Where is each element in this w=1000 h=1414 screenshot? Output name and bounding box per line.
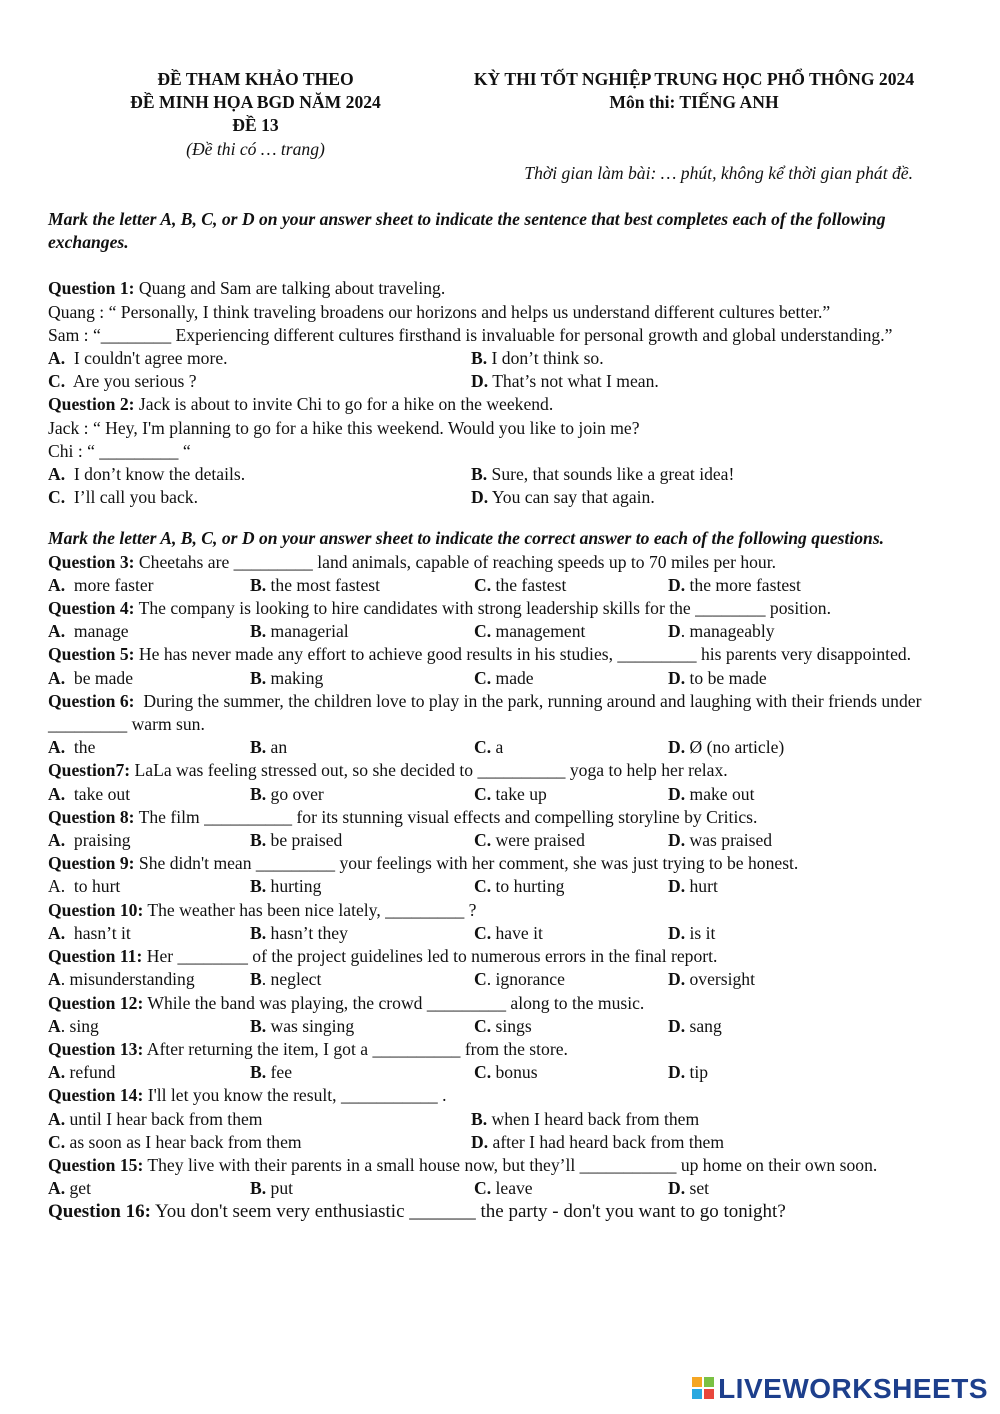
option-a[interactable]: A. hasn’t it [48,922,131,943]
question-5 [48,643,958,689]
question-text: She didn't mean _________ your feelings with her comment, she was just trying to be honest. [134,853,799,874]
header-left-line-1: ĐỀ THAM KHẢO THEO [157,69,354,89]
answer-options [48,968,958,991]
option-b[interactable]: B. go over [250,783,324,804]
exam-time: Thời gian làm bài: … phút, không kể thời gian phát đề. [524,163,913,183]
answer-options [48,1015,958,1038]
question-label: Question 6: [48,690,135,711]
question-label: Question 10: [48,899,144,920]
question-text: LaLa was feeling stressed out, so she decided to __________ yoga to help her relax. [130,760,728,781]
instruction-exchanges: Mark the letter A, B, C, or D on your answer sheet to indicate the sentence that best completes each of the following exchanges. [48,209,886,253]
question-label: Question7: [48,760,131,781]
dialogue-line: Quang : “ Personally, I think traveling broadens our horizons and helps us understand different cultures better.” [48,301,831,322]
option-d[interactable]: D. Ø (no article) [668,737,785,758]
question-text: The company is looking to hire candidates with strong leadership skills for the ________ position. [134,598,831,619]
option-d[interactable]: D. tip [668,1062,709,1083]
question-text: The film __________ for its stunning visual effects and compelling storyline by Critics. [134,806,758,827]
question-13 [48,1038,958,1084]
option-d[interactable]: D. to be made [668,667,767,688]
option-c[interactable]: C. take up [474,783,547,804]
question-label: Question 8: [48,806,135,827]
question-3 [48,551,958,597]
answer-options [48,347,958,370]
option-d[interactable]: D. hurt [668,876,718,897]
dialogue-line: Jack : “ Hey, I'm planning to go for a hike this weekend. Would you like to join me? [48,417,640,438]
question-text: He has never made any effort to achieve good results in his studies, _________ his parents very disappointed. [134,644,912,665]
question-8 [48,806,958,852]
question-label: Question 2: [48,394,135,415]
option-a[interactable]: A. to hurt [48,876,121,897]
option-a[interactable]: A. more faster [48,574,154,595]
option-b[interactable]: B. fee [250,1062,293,1083]
option-b[interactable]: B. the most fastest [250,574,380,595]
question-11 [48,945,958,991]
option-a[interactable]: A. until I hear back from them [48,1108,263,1129]
option-d[interactable]: D. after I had heard back from them [471,1131,725,1152]
option-a[interactable]: A. sing [48,1015,99,1036]
option-a[interactable]: A. I don’t know the details. [48,464,246,485]
option-c[interactable]: C. a [474,737,504,758]
question-label: Question 3: [48,551,135,572]
option-b[interactable]: B. managerial [250,621,349,642]
option-d[interactable]: D. manageably [668,621,775,642]
question-label: Question 14: [48,1085,144,1106]
liveworksheets-logo[interactable] [692,1372,988,1404]
option-c[interactable]: C. to hurting [474,876,565,897]
question-label: Question 13: [48,1038,144,1059]
answer-options [48,829,958,852]
question-6 [48,690,958,760]
option-b[interactable]: B. hurting [250,876,322,897]
question-7 [48,759,958,805]
question-text: During the summer, the children love to play in the park, running around and laughing with their friends under _________ warm sun. [48,690,926,735]
question-12 [48,992,958,1038]
question-label: Question 16: [48,1201,151,1223]
header-left-line-4: (Đề thi có … trang) [186,138,325,159]
option-d[interactable]: D. oversight [668,969,755,990]
option-c[interactable]: C. the fastest [474,574,567,595]
option-d[interactable]: D. set [668,1178,710,1199]
question-9 [48,852,958,898]
answer-options [48,370,958,393]
question-text: Cheetahs are _________ land animals, capable of reaching speeds up to 70 miles per hour. [134,551,777,572]
option-c[interactable]: C. bonus [474,1062,538,1083]
option-d[interactable]: D. was praised [668,830,773,851]
option-d[interactable]: D. You can say that again. [471,487,655,508]
option-b[interactable]: B. be praised [250,830,343,851]
header-left-line-2: ĐỀ MINH HỌA BGD NĂM 2024 [130,92,381,113]
header-right [434,68,954,114]
question-label: Question 9: [48,853,135,874]
question-10 [48,899,958,945]
option-a[interactable]: A. misunderstanding [48,969,195,990]
option-a[interactable]: A. be made [48,667,134,688]
option-c[interactable]: C. ignorance [474,969,565,990]
header-left-line-3: ĐỀ 13 [232,115,279,136]
question-text: I'll let you know the result, ___________ . [143,1085,447,1106]
option-b[interactable]: B. hasn’t they [250,922,348,943]
answer-options [48,1108,958,1131]
option-d[interactable]: D. sang [668,1015,722,1036]
option-c[interactable]: C. were praised [474,830,585,851]
option-c[interactable]: C. leave [474,1178,533,1199]
answer-options [48,1131,958,1154]
answer-options [48,1061,958,1084]
option-b[interactable]: B. neglect [250,969,322,990]
option-a[interactable]: A. manage [48,621,129,642]
instruction-questions: Mark the letter A, B, C, or D on your answer sheet to indicate the correct answer to each of the following questions. [48,528,885,549]
question-text: Her ________ of the project guidelines led to numerous errors in the final report. [142,946,718,967]
question-text: They live with their parents in a small house now, but they’ll ___________ up home on their own soon. [143,1154,878,1175]
answer-options [48,922,958,945]
option-c[interactable]: C. management [474,621,586,642]
option-a[interactable]: A. praising [48,830,131,851]
header-left [78,68,433,161]
option-d[interactable]: D. make out [668,783,755,804]
option-c[interactable]: C. sings [474,1015,532,1036]
question-label: Question 11: [48,946,143,967]
option-c[interactable]: C. as soon as I hear back from them [48,1131,302,1152]
option-b[interactable]: B. an [250,737,288,758]
option-b[interactable]: B. Sure, that sounds like a great idea! [471,464,735,485]
question-text: Quang and Sam are talking about traveling. [134,278,446,299]
option-d[interactable]: D. is it [668,922,716,943]
answer-options [48,486,958,509]
answer-options [48,1177,958,1200]
option-d[interactable]: D. the more fastest [668,574,801,595]
answer-options [48,875,958,898]
option-b[interactable]: B. put [250,1178,294,1199]
question-text: Jack is about to invite Chi to go for a hike on the weekend. [134,394,554,415]
option-a[interactable]: A. the [48,737,96,758]
question-label: Question 15: [48,1154,144,1175]
question-15 [48,1154,958,1200]
question-label: Question 5: [48,644,135,665]
exam-page [48,68,958,1224]
option-a[interactable]: A. take out [48,783,131,804]
option-b[interactable]: B. when I heard back from them [471,1108,700,1129]
dialogue-line: Sam : “________ Experiencing different cultures firsthand is invaluable for personal growth and global understanding.” [48,324,893,345]
exam-header [48,68,958,190]
question-4 [48,597,958,643]
dialogue-line: Chi : “ _________ “ [48,440,191,461]
option-a[interactable]: A. I couldn't agree more. [48,348,228,369]
answer-options [48,736,958,759]
question-label: Question 1: [48,278,135,299]
option-a[interactable]: A. get [48,1178,92,1199]
logo-text: LIVEWORKSHEETS [718,1372,988,1404]
answer-options [48,783,958,806]
option-c[interactable]: C. have it [474,922,543,943]
option-a[interactable]: A. refund [48,1062,116,1083]
question-2 [48,393,958,509]
question-text: After returning the item, I got a __________ from the store. [143,1038,568,1059]
option-c[interactable]: C. Are you serious ? [48,371,197,392]
question-label: Question 12: [48,992,144,1013]
option-b[interactable]: B. was singing [250,1015,355,1036]
header-right-line-2: Môn thi: TIẾNG ANH [609,92,779,113]
option-b[interactable]: B. I don’t think so. [471,348,604,369]
option-c[interactable]: C. made [474,667,534,688]
logo-mark-icon [692,1377,714,1399]
question-label: Question 4: [48,598,135,619]
question-list [48,551,958,1085]
answer-options [48,574,958,597]
question-14 [48,1084,958,1154]
question-16 [48,1200,958,1223]
answer-options [48,667,958,690]
option-d[interactable]: D. That’s not what I mean. [471,371,659,392]
header-right-line-1: KỲ THI TỐT NGHIỆP TRUNG HỌC PHỔ THÔNG 2024 [473,69,915,89]
option-b[interactable]: B. making [250,667,324,688]
question-1 [48,277,958,393]
option-c[interactable]: C. I’ll call you back. [48,487,198,508]
question-text: You don't seem very enthusiastic _______ the party - don't you want to go tonight? [150,1201,786,1223]
answer-options [48,463,958,486]
question-text: While the band was playing, the crowd _________ along to the music. [143,992,645,1013]
answer-options [48,620,958,643]
question-text: The weather has been nice lately, _________ ? [143,899,477,920]
